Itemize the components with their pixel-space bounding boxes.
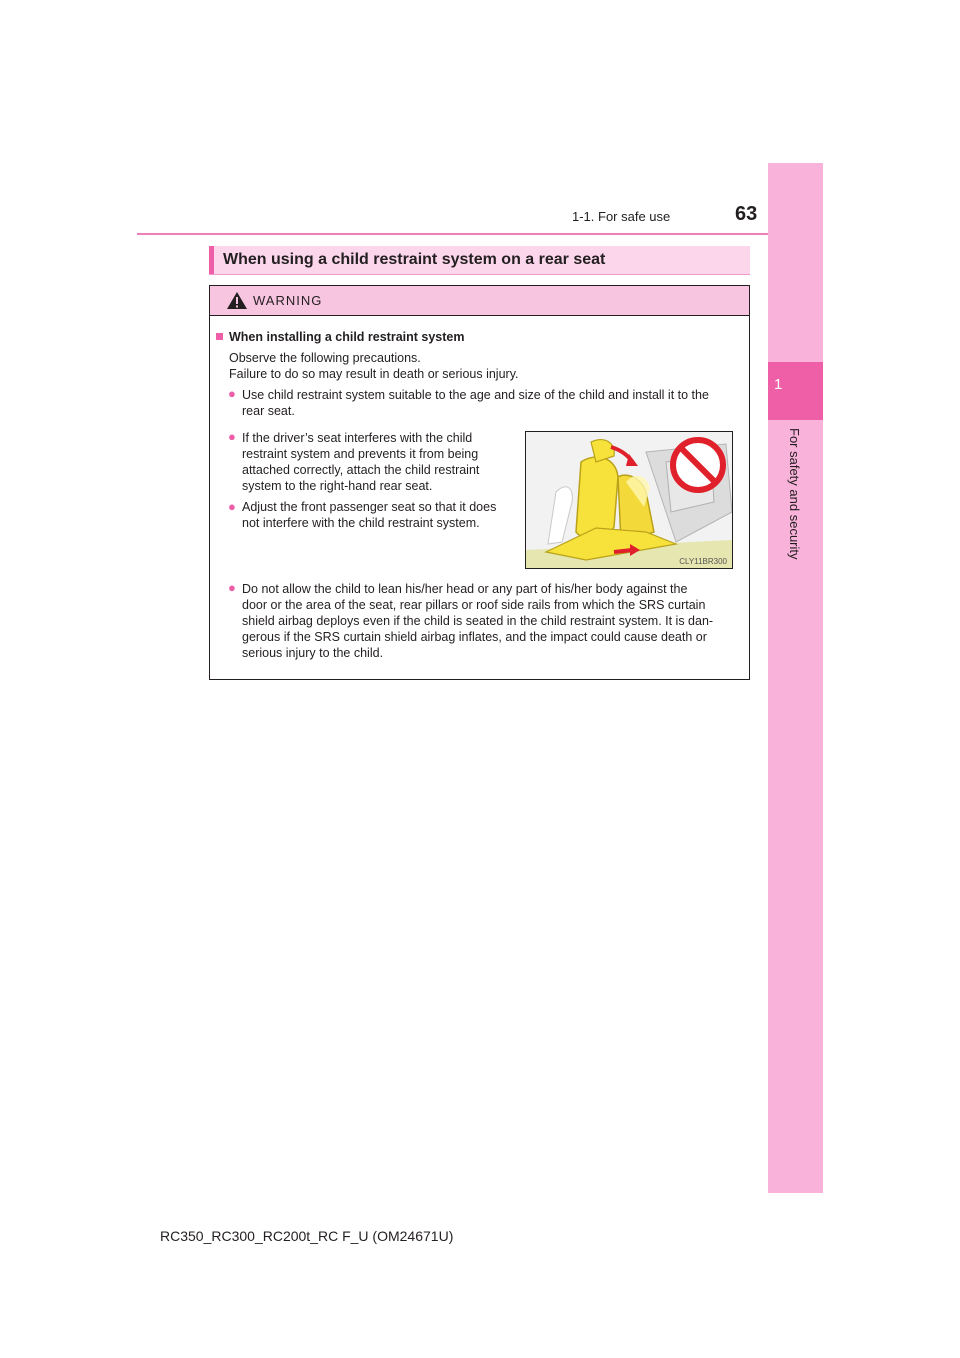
warning-header — [210, 286, 749, 316]
warning-intro-1: Observe the following precautions. — [229, 351, 421, 365]
warning-triangle-icon — [226, 291, 248, 310]
section-heading-bar — [209, 246, 214, 274]
bullet-2-line-3: attached correctly, attach the child restraint — [242, 463, 480, 477]
chapter-number-tab — [768, 362, 823, 420]
seat-interference-illustration — [525, 431, 733, 569]
bullet-1-line-1: Use child restraint system suitable to the age and size of the child and install it to the — [242, 388, 709, 402]
bullet-dot-icon: ● — [228, 386, 236, 401]
chapter-title: For safety and security — [787, 428, 802, 560]
figure-code: CLY11BR300 — [679, 557, 727, 566]
warning-subheading: When installing a child restraint system — [229, 330, 465, 344]
subheading-square-icon — [216, 333, 223, 340]
chapter-side-tab — [768, 163, 823, 1193]
bullet-2-line-4: system to the right-hand rear seat. — [242, 479, 433, 493]
warning-title: WARNING — [253, 293, 323, 308]
bullet-4-line-5: serious injury to the child. — [242, 646, 384, 660]
bullet-4-line-2: door or the area of the seat, rear pillars or roof side rails from which the SRS curtain — [242, 598, 706, 612]
bullet-1-line-2: rear seat. — [242, 404, 295, 418]
header-divider — [137, 233, 823, 235]
bullet-dot-icon: ● — [228, 499, 236, 514]
bullet-4-line-4: gerous if the SRS curtain shield airbag inflates, and the impact could cause death or — [242, 630, 707, 644]
chapter-number: 1 — [774, 376, 783, 393]
bullet-2-line-2: restraint system and prevents it from being — [242, 447, 479, 461]
running-header-section: 1-1. For safe use — [572, 209, 671, 224]
bullet-4-line-3: shield airbag deploys even if the child is seated in the child restraint system. It is dan- — [242, 614, 714, 628]
bullet-dot-icon: ● — [228, 429, 236, 444]
bullet-3-line-2: not interfere with the child restraint system. — [242, 516, 480, 530]
bullet-3-line-1: Adjust the front passenger seat so that it does — [242, 500, 497, 514]
bullet-4-line-1: Do not allow the child to lean his/her head or any part of his/her body against the — [242, 582, 688, 596]
seat-illustration — [526, 432, 732, 568]
section-heading — [209, 246, 750, 275]
section-title: When using a child restraint system on a rear seat — [223, 251, 606, 268]
page-number: 63 — [735, 203, 758, 225]
manual-footer: RC350_RC300_RC200t_RC F_U (OM24671U) — [160, 1228, 454, 1244]
bullet-dot-icon: ● — [228, 580, 236, 595]
bullet-2-line-1: If the driver’s seat interferes with the child — [242, 431, 473, 445]
warning-intro-2: Failure to do so may result in death or serious injury. — [229, 367, 519, 381]
